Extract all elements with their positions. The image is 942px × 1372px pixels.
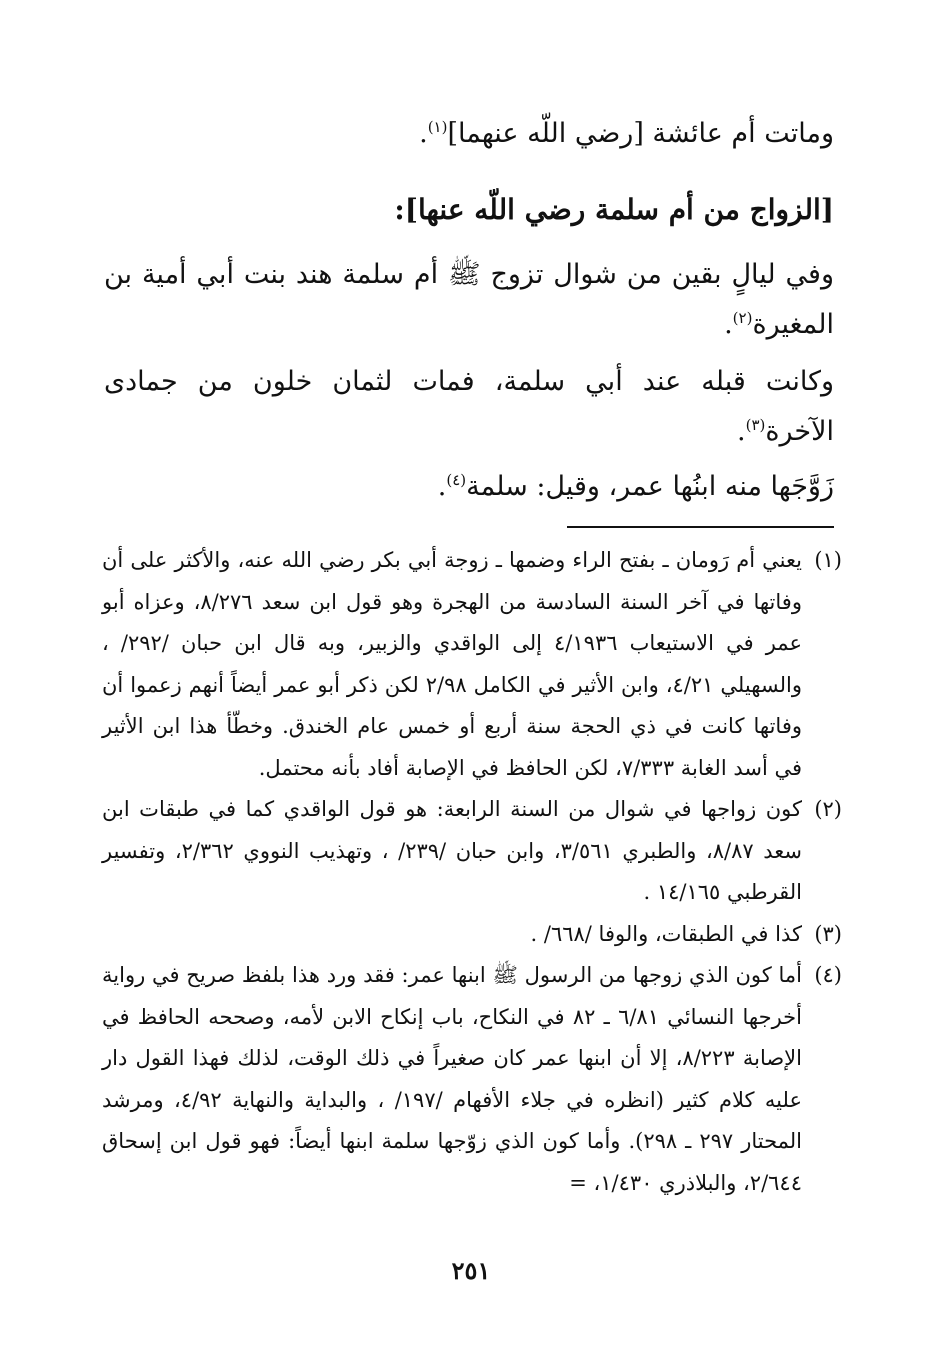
footnotes-section [102, 540, 842, 1204]
paragraph-previous-husband [104, 357, 834, 457]
page-number: ٢٥١ [451, 1256, 491, 1285]
paragraph-end: . [419, 118, 428, 149]
footnote-3 [102, 914, 842, 956]
heading-end: : [394, 193, 405, 226]
heading-text: [الزواج من أم سلمة رضي اللّه عنها] [404, 193, 834, 226]
paragraph-end: . [437, 471, 447, 502]
paragraph-end: . [724, 309, 733, 340]
footnote-text: كذا في الطبقات، والوفا /٦٦٨/ . [530, 921, 802, 946]
section-heading [104, 185, 834, 235]
footnote-separator [567, 526, 834, 528]
paragraph-death-of-umm-aisha [104, 109, 834, 159]
footnote-2 [102, 789, 842, 914]
footnote-4 [102, 955, 842, 1204]
footnote-ref: (١) [427, 118, 448, 136]
paragraph-marriage-umm-salama [104, 250, 834, 350]
paragraph-who-married-her [104, 462, 834, 512]
footnote-number: (٢) [814, 797, 842, 821]
footnote-text: يعني أم رَومان ـ بفتح الراء وضمها ـ زوجة أبي بكر رضي الله عنه، والأكثر على أن وفاتها في آخر السنة السادسة من الهجرة وهو قول ابن سعد ٨/٢٧٦، وعزاه أبو عمر في الاستيعاب ٤/١٩٣٦ إلى الواقدي والزبير، وبه قال ابن حبان /٢٩٢/ ، والسهيلي ٤/٢١، وابن الأثير في الكامل ٢/٩٨ لكن ذكر أبو عمر أيضاً أنهم زعموا أن وفاتها كانت في ذي الحجة سنة أربع أو خمس عام الخندق. وخطّأ هذا ابن الأثير في أسد الغابة ٧/٣٣٣، لكن الحافظ في الإصابة أفاد بأنه محتمل. [102, 548, 802, 780]
footnote-text: كون زواجها في شوال من السنة الرابعة: هو قول الواقدي كما في طبقات ابن سعد ٨/٨٧، والطبري ٣/٥٦١، وابن حبان /٢٣٩/ ، وتهذيب النووي ٢/٣٦٢، وتفسير القرطبي ١٤/١٦٥ . [102, 797, 802, 904]
footnote-number: (٣) [814, 921, 842, 946]
footnote-number: (١) [814, 548, 842, 572]
footnote-1 [102, 540, 842, 789]
paragraph-text: وفي ليالٍ بقين من شوال تزوج ﷺ أم سلمة هند بنت أبي أمية بن المغيرة [104, 259, 834, 340]
footnote-number: (٤) [814, 963, 842, 987]
footnote-ref: (٣) [745, 416, 766, 434]
paragraph-end: . [736, 416, 746, 447]
paragraph-text: وماتت أم عائشة [رضي اللّه عنهما] [447, 118, 834, 149]
paragraph-text: وكانت قبله عند أبي سلمة، فمات لثمان خلون من جمادى الآخرة [104, 366, 834, 447]
paragraph-text: زَوَّجَها منه ابنُها عمر، وقيل: سلمة [466, 471, 834, 502]
footnote-ref: (٤) [446, 471, 467, 489]
footnote-ref: (٢) [732, 309, 753, 327]
footnote-text: أما كون الذي زوجها من الرسول ﷺ ابنها عمر: فقد ورد هذا بلفظ صريح في رواية أخرجها النسائي ٦/٨١ ـ ٨٢ في النكاح، باب إنكاح الابن لأمه، وصححه الحافظ في الإصابة ٨/٢٢٣، إلا أن ابنها عمر كان صغيراً في ذلك الوقت، لذلك فهذا القول دار عليه كلام كثير (انظره في جلاء الأفهام /١٩٧/ ، والبداية والنهاية ٤/٩٢، ومرشد المحتار ٢٩٧ ـ ٢٩٨). وأما كون الذي زوّجها سلمة ابنها أيضاً: فهو قول ابن إسحاق ٢/٦٤٤، والبلاذري ١/٤٣٠، = [102, 963, 802, 1195]
